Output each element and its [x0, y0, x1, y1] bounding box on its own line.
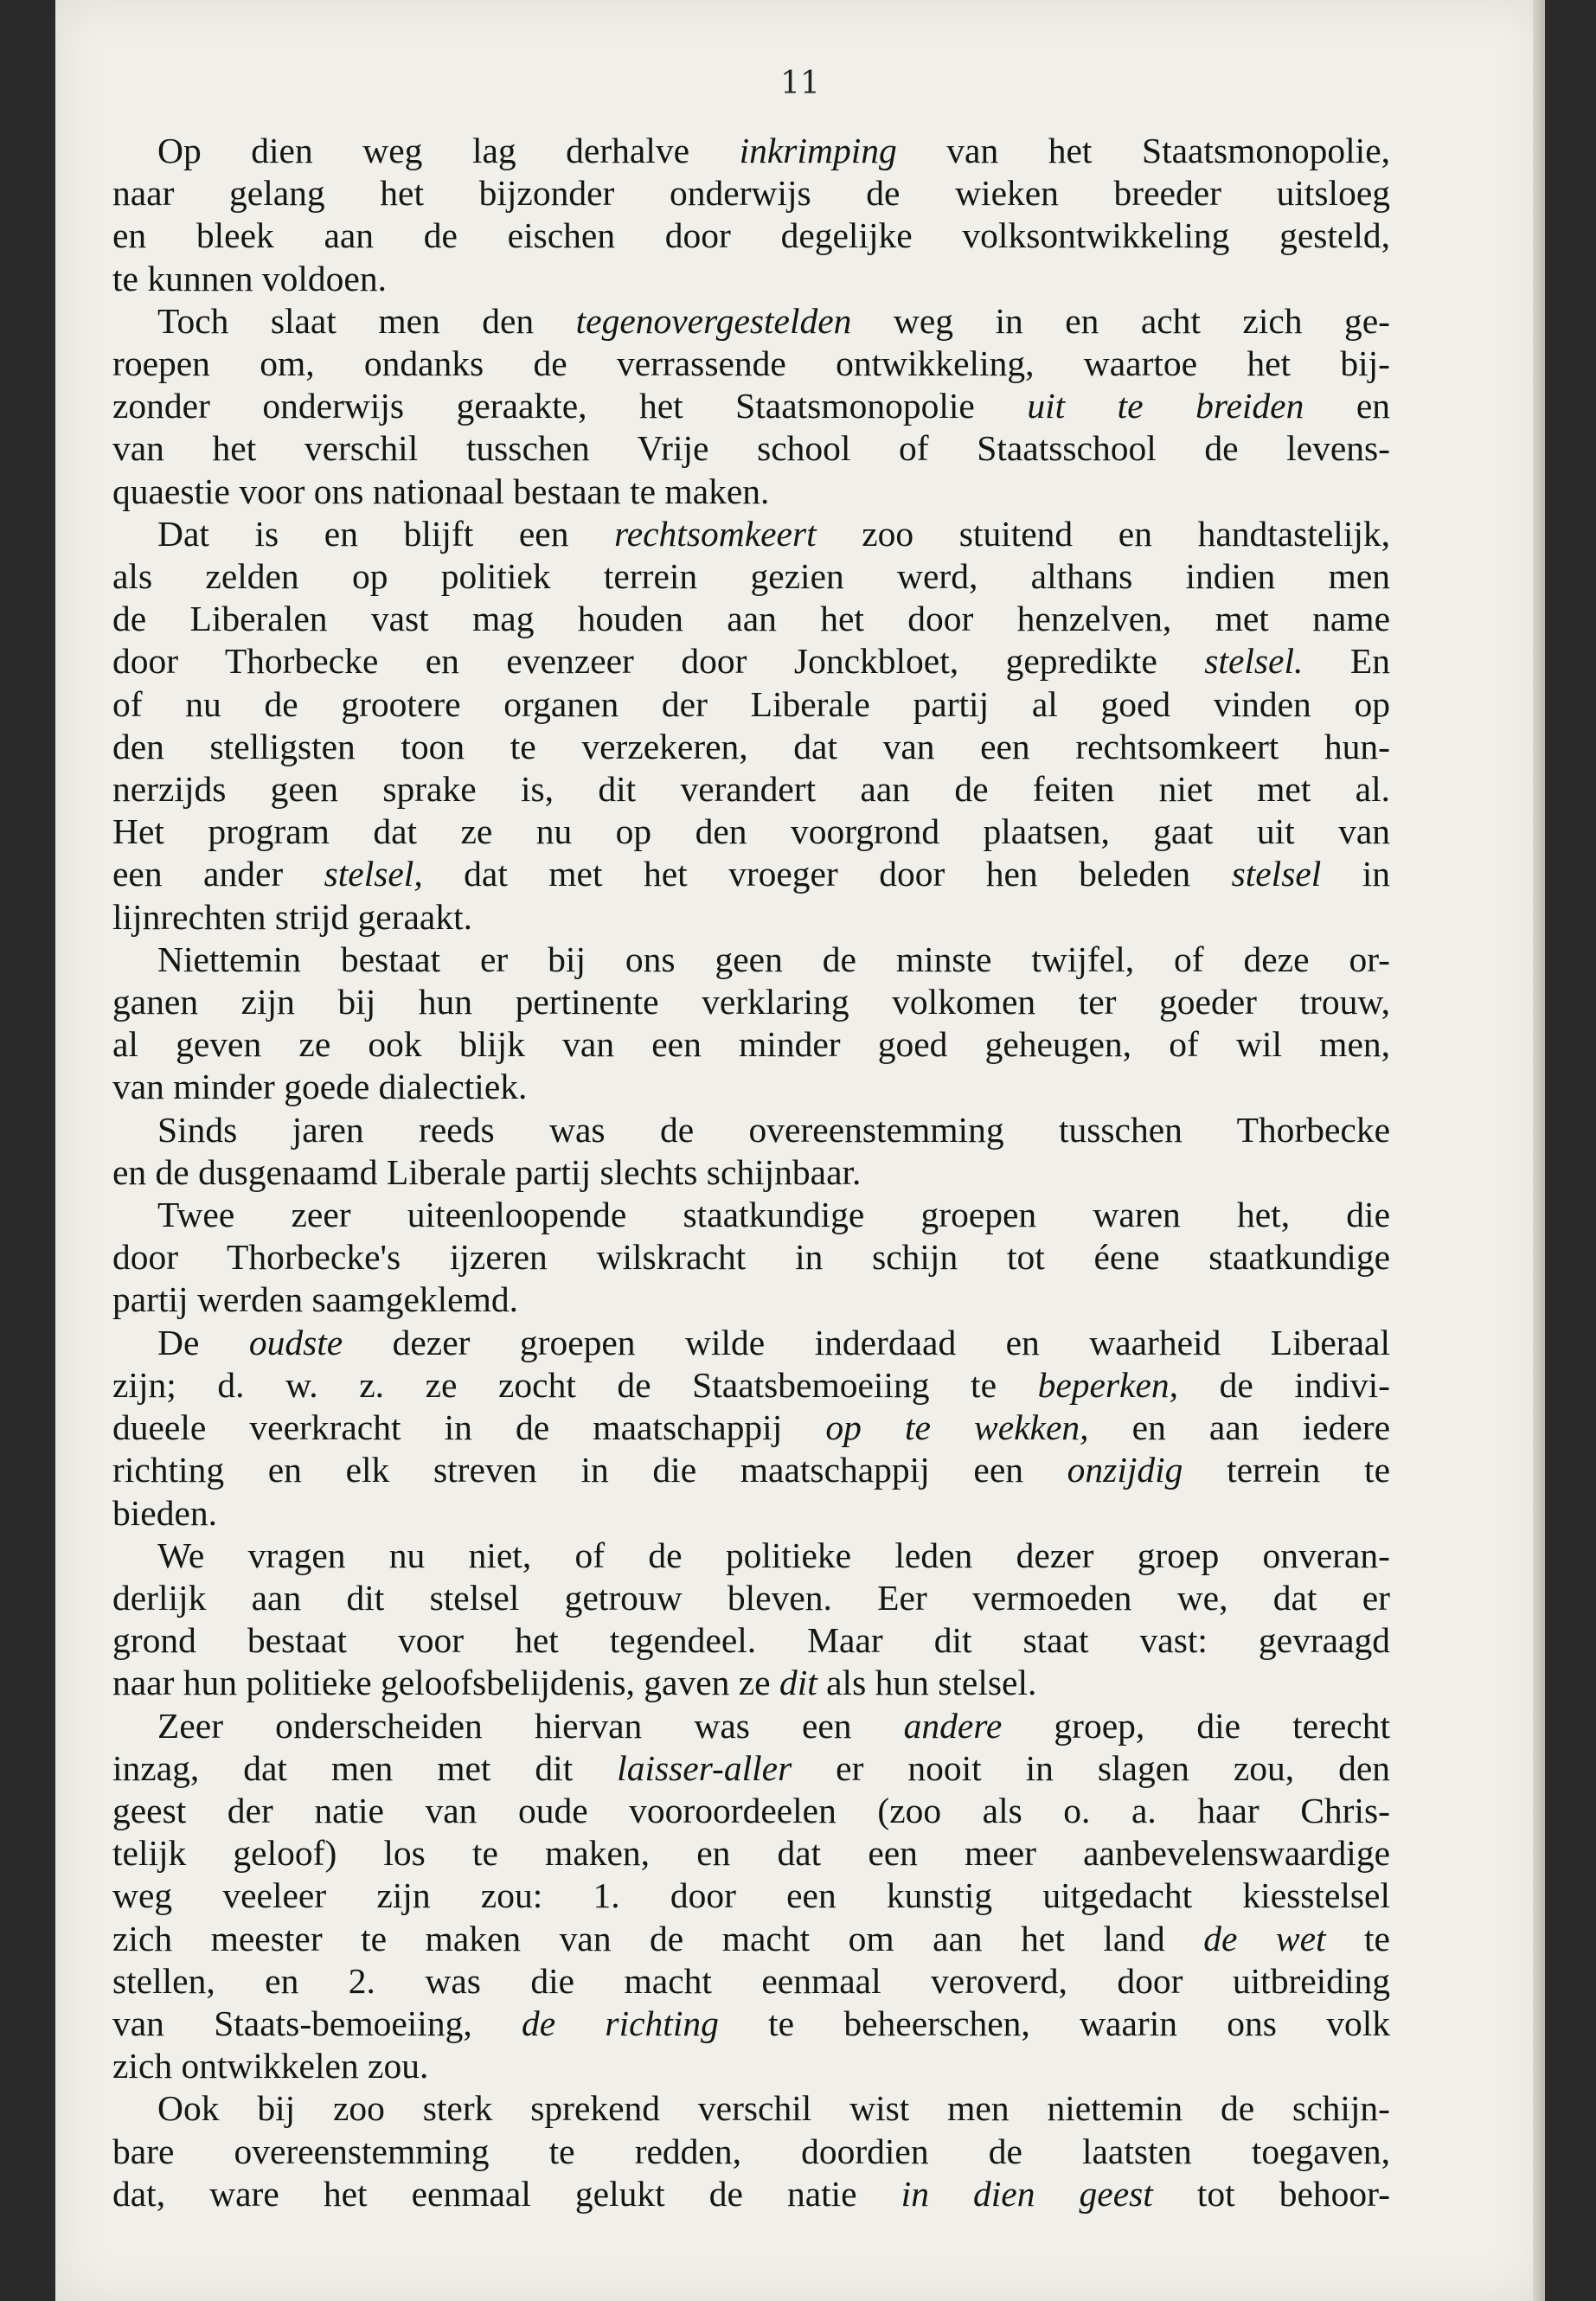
italic-text: dit — [779, 1663, 817, 1703]
italic-text: tegenovergestelden — [575, 300, 852, 341]
text-run: partij werden saamgeklemd. — [112, 1279, 519, 1320]
text-run: en aan iedere — [1088, 1407, 1390, 1448]
text-line — [112, 2045, 1390, 2087]
italic-text: de wet — [1203, 1918, 1326, 1958]
italic-text: beperken, — [1037, 1364, 1179, 1405]
text-run: dezer groepen wilde inderdaad en waarheid Liberaal — [343, 1322, 1390, 1362]
italic-text: stelsel, — [324, 854, 423, 894]
text-run: zich meester te maken van de macht om aan het land — [112, 1918, 1204, 1958]
text-line — [112, 2003, 1390, 2045]
text-line — [112, 2087, 1390, 2130]
text-run: Dat is en blijft een — [157, 513, 615, 554]
text-line — [112, 1960, 1390, 2003]
text-run: grond bestaat voor het tegendeel. Maar dit staat vast: gevraagd — [112, 1620, 1390, 1661]
italic-text: inkrimping — [739, 131, 897, 170]
text-run: de indivi- — [1178, 1364, 1390, 1405]
text-line — [112, 1066, 1390, 1108]
italic-text: stelsel. — [1204, 641, 1304, 682]
text-run: in — [1321, 854, 1391, 894]
text-run: door Thorbecke's ijzeren wilskracht in schijn tot éene staatkundige — [112, 1237, 1390, 1278]
text-run: groep, die terecht — [1002, 1705, 1390, 1746]
italic-text: stelsel — [1231, 854, 1322, 894]
text-line — [112, 172, 1390, 215]
text-run: Toch slaat men den — [157, 300, 576, 341]
text-line — [112, 640, 1390, 683]
italic-text: uit te breiden — [1027, 386, 1304, 426]
text-line — [112, 555, 1390, 598]
text-line — [112, 1747, 1390, 1790]
text-line — [112, 385, 1390, 427]
text-run: quaestie voor ons nationaal bestaan te maken. — [112, 471, 770, 511]
text-run: bieden. — [112, 1492, 217, 1533]
text-run: dat, ware het eenmaal gelukt de natie — [112, 2173, 901, 2214]
text-line — [112, 471, 1390, 513]
text-run: We vragen nu niet, of de politieke leden dezer groep onveran- — [157, 1535, 1390, 1575]
page-number: 11 — [780, 66, 820, 101]
text-line — [112, 1109, 1390, 1151]
text-run: Op dien weg lag derhalve — [157, 131, 740, 170]
text-line — [112, 1918, 1390, 1960]
text-run: als hun stelsel. — [817, 1663, 1037, 1703]
text-line — [112, 1194, 1390, 1236]
text-line — [112, 939, 1390, 981]
text-line — [112, 1662, 1390, 1704]
text-line — [112, 683, 1390, 726]
text-run: te — [1325, 1918, 1390, 1958]
text-run: van minder goede dialectiek. — [112, 1067, 528, 1107]
text-run: zonder onderwijs geraakte, het Staatsmonopolie — [112, 386, 1028, 426]
text-line — [112, 1023, 1390, 1066]
italic-text: laisser-aller — [617, 1747, 792, 1788]
italic-text: onzijdig — [1067, 1450, 1183, 1490]
text-line — [112, 1407, 1390, 1449]
text-run: van het verschil tusschen Vrije school of Staatsschool de levens- — [112, 428, 1390, 469]
text-line — [112, 130, 1390, 172]
text-run: den stelligsten toon te verzekeren, dat van een rechtsomkeert hun- — [112, 726, 1390, 766]
text-run: naar gelang het bijzonder onderwijs de wieken breeder uitsloeg — [112, 173, 1390, 214]
text-line — [112, 300, 1390, 343]
text-run: weg veeleer zijn zou: 1. door een kunstig uitgedacht kiesstelsel — [112, 1875, 1390, 1916]
text-run: Ook bij zoo sterk sprekend verschil wist men niettemin de schijn- — [157, 2088, 1390, 2129]
text-run: tot behoor- — [1152, 2173, 1390, 2214]
text-line — [112, 1236, 1390, 1279]
text-run: bare overeenstemming te redden, doordien de laatsten toegaven, — [112, 2131, 1390, 2171]
text-run: nerzijds geen sprake is, dit verandert aan de feiten niet met al. — [112, 769, 1390, 810]
text-run: of nu de grootere organen der Liberale partij al goed vinden op — [112, 683, 1390, 724]
text-line — [112, 258, 1390, 300]
text-line — [112, 1492, 1390, 1535]
text-line — [112, 1449, 1390, 1491]
text-run: geest der natie van oude vooroordeelen (zoo als o. a. haar Chris- — [112, 1790, 1390, 1830]
text-run: Sinds jaren reeds was de overeenstemming tusschen Thorbecke — [157, 1109, 1390, 1150]
text-line — [112, 1279, 1390, 1321]
italic-text: in dien geest — [901, 2173, 1153, 2214]
text-line — [112, 1619, 1390, 1662]
text-line — [112, 1875, 1390, 1917]
text-run: Het program dat ze nu op den voorgrond plaatsen, gaat uit van — [112, 811, 1390, 852]
text-line — [112, 1790, 1390, 1832]
book-page — [55, 0, 1545, 2301]
text-line — [112, 1832, 1390, 1875]
text-line — [112, 853, 1390, 895]
text-line — [112, 811, 1390, 853]
italic-text: op te wekken, — [825, 1407, 1089, 1448]
text-run: weg in en acht zich ge- — [851, 300, 1390, 341]
text-line — [112, 768, 1390, 811]
text-run: dueele veerkracht in de maatschappij — [112, 1407, 826, 1448]
italic-text: andere — [903, 1705, 1003, 1746]
text-run: door Thorbecke en evenzeer door Jonckbloet, gepredikte — [112, 641, 1205, 682]
text-run: en de dusgenaamd Liberale partij slechts schijnbaar. — [112, 1151, 862, 1192]
text-run: telijk geloof) los te maken, en dat een meer aanbevelenswaardige — [112, 1833, 1390, 1874]
text-run: terrein te — [1183, 1450, 1390, 1490]
text-run: zich ontwikkelen zou. — [112, 2046, 429, 2086]
text-line — [112, 1364, 1390, 1407]
italic-text: oudste — [248, 1322, 343, 1362]
page-edge — [1533, 0, 1545, 2301]
text-run: stellen, en 2. was die macht eenmaal veroverd, door uitbreiding — [112, 1960, 1390, 2001]
text-line — [112, 343, 1390, 385]
italic-text: rechtsomkeert — [614, 513, 817, 554]
text-run: ganen zijn bij hun pertinente verklaring volkomen ter goeder trouw, — [112, 982, 1390, 1022]
text-line — [112, 1705, 1390, 1747]
text-line — [112, 1535, 1390, 1577]
text-line — [112, 1322, 1390, 1364]
text-run: naar hun politieke geloofsbelijdenis, gaven ze — [112, 1663, 779, 1703]
text-run: een ander — [112, 854, 324, 894]
text-line — [112, 896, 1390, 939]
text-line — [112, 513, 1390, 555]
text-run: er nooit in slagen zou, den — [792, 1747, 1390, 1788]
text-line — [112, 981, 1390, 1023]
text-run: te kunnen voldoen. — [112, 258, 387, 298]
text-run: derlijk aan dit stelsel getrouw bleven. Eer vermoeden we, dat er — [112, 1577, 1390, 1618]
text-line — [112, 1577, 1390, 1619]
text-run: Zeer onderscheiden hiervan was een — [157, 1705, 904, 1746]
text-line — [112, 427, 1390, 470]
text-line — [112, 2173, 1390, 2215]
text-line — [112, 598, 1390, 640]
text-run: Twee zeer uiteenloopende staatkundige groepen waren het, die — [157, 1195, 1390, 1235]
text-run: lijnrechten strijd geraakt. — [112, 896, 472, 937]
body-text — [112, 130, 1390, 2215]
text-line — [112, 1151, 1390, 1194]
text-line — [112, 726, 1390, 768]
text-run: de Liberalen vast mag houden aan het door henzelven, met name — [112, 599, 1390, 639]
text-run: zoo stuitend en handtastelijk, — [816, 513, 1390, 554]
text-run: zijn; d. w. z. ze zocht de Staatsbemoeiing te — [112, 1364, 1038, 1405]
text-run: als zelden op politiek terrein gezien werd, althans indien men — [112, 556, 1390, 597]
text-run: al geven ze ook blijk van een minder goed geheugen, of wil men, — [112, 1024, 1390, 1065]
text-run: van Staats-bemoeiing, — [112, 2003, 522, 2043]
text-run: dat met het vroeger door hen beleden — [422, 854, 1232, 894]
text-run: en bleek aan de eischen door degelijke volksontwikkeling gesteld, — [112, 215, 1390, 256]
text-run: en — [1304, 386, 1390, 426]
text-run: Niettemin bestaat er bij ons geen de minste twijfel, of deze or- — [157, 939, 1390, 979]
text-run: inzag, dat men met dit — [112, 1747, 618, 1788]
text-run: van het Staatsmonopolie, — [896, 131, 1390, 170]
text-run: En — [1303, 641, 1390, 682]
italic-text: de richting — [521, 2003, 719, 2043]
text-run: te beheerschen, waarin ons volk — [718, 2003, 1390, 2043]
text-run: De — [157, 1322, 249, 1362]
text-line — [112, 215, 1390, 257]
text-line — [112, 2131, 1390, 2173]
text-run: roepen om, ondanks de verrassende ontwikkeling, waartoe het bij- — [112, 343, 1390, 384]
text-run: richting en elk streven in die maatschappij een — [112, 1450, 1067, 1490]
